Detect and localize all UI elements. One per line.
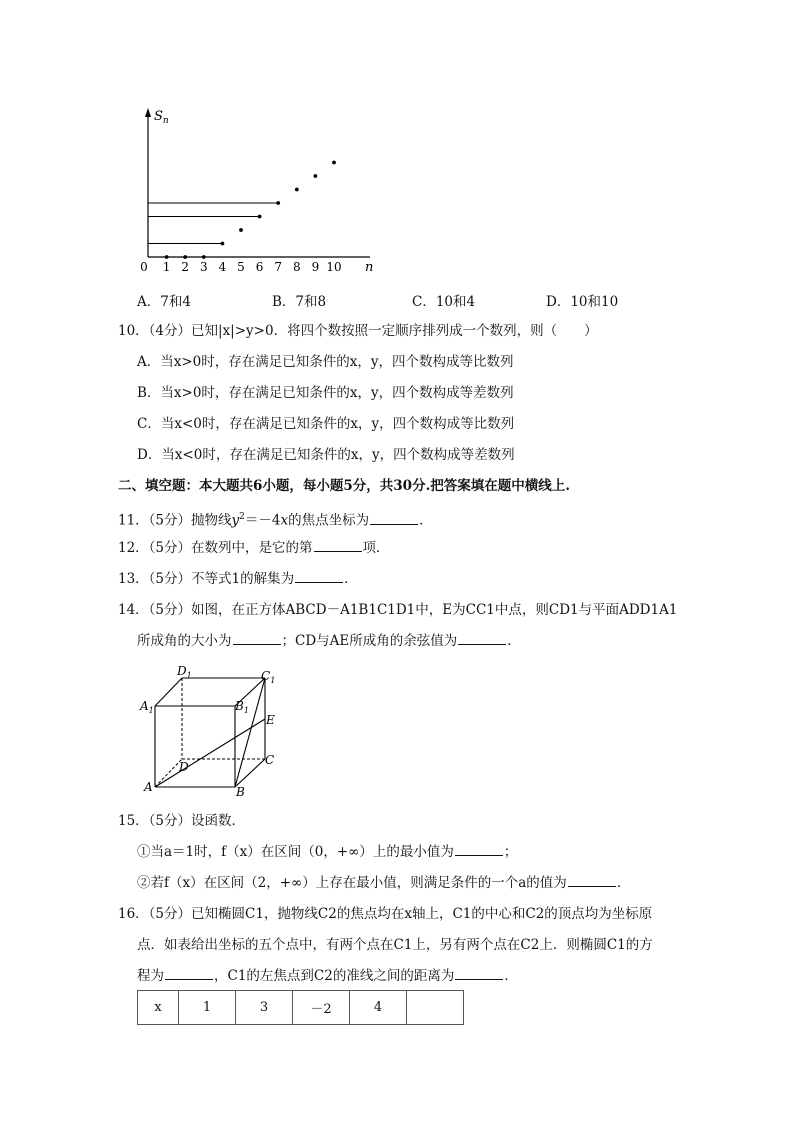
data-point <box>221 242 225 246</box>
svg-text:D1: $D_1$ <box>177 664 192 680</box>
x-tick-label: 8 <box>292 260 301 274</box>
svg-text:B: B <box>236 785 245 797</box>
q13-answer-blank[interactable] <box>295 570 343 583</box>
q16-answer-blank-1[interactable] <box>165 967 213 980</box>
svg-text:C: C <box>265 753 275 767</box>
q9-choice-b[interactable]: B．7和8 <box>272 294 327 310</box>
q15-answer-blank-2[interactable] <box>568 874 616 887</box>
data-point <box>202 255 206 259</box>
table-cell: 4 <box>350 991 407 1025</box>
data-point <box>183 255 187 259</box>
svg-text:C1: $C_1$ <box>261 669 276 685</box>
q16-answer-blank-2[interactable] <box>455 967 503 980</box>
svg-text:B1: $B_1$ <box>235 699 249 715</box>
q11-answer-blank[interactable] <box>370 512 418 525</box>
table-cell: x <box>138 991 179 1025</box>
q10-option-a[interactable]: A．当x>0时，存在满足已知条件的x，y，四个数构成等比数列 <box>137 354 514 370</box>
x-tick-label: 4 <box>218 260 227 274</box>
cube-figure <box>135 662 285 797</box>
x-tick-label: 0 <box>140 260 148 274</box>
q14-answer-blank-1[interactable] <box>233 632 281 645</box>
q15-answer-blank-1[interactable] <box>455 843 503 856</box>
data-point <box>314 174 318 178</box>
svg-text:D: D <box>179 760 189 774</box>
x-tick-label: 3 <box>199 260 208 274</box>
table-cell: 1 <box>179 991 236 1025</box>
data-point <box>332 161 336 165</box>
q13: 13．（5分）不等式1的解集为 ． <box>118 571 358 587</box>
table-cell: 3 <box>236 991 293 1025</box>
q14-line1: 14．（5分）如图，在正方体ABCD－A1B1C1D1中，E为CC1中点，则CD1与平面ADD1A1 <box>118 602 678 618</box>
data-point <box>295 188 299 192</box>
q9-choice-c[interactable]: C．10和4 <box>412 294 476 310</box>
x-tick-label: 6 <box>255 260 264 274</box>
q16-line2: 点．如表给出坐标的五个点中，有两个点在C1上，另有两个点在C2上．则椭圆C1的方 <box>137 937 653 953</box>
q12-answer-blank[interactable] <box>314 539 362 552</box>
section-2-heading: 二、填空题：本大题共6小题，每小题5分，共30分.把答案填在题中横线上. <box>118 478 570 494</box>
q15-part1: ①当a＝1时，f（x）在区间（0，+∞）上的最小值为 ； <box>137 844 518 860</box>
data-point <box>239 228 243 232</box>
x-tick-label: 9 <box>311 260 320 274</box>
q11: 11．（5分）抛物线$y^2=-4x$的焦点坐标为 ． <box>118 512 433 529</box>
x-tick-label: 5 <box>237 260 245 274</box>
x-tick-label: 10 <box>326 260 342 274</box>
q15-part2: ②若f（x）在区间（2，+∞）上存在最小值，则满足条件的一个a的值为 ． <box>137 875 631 891</box>
q10-option-d[interactable]: D．当x<0时，存在满足已知条件的x，y，四个数构成等差数列 <box>137 447 515 463</box>
q16-line1: 16．（5分）已知椭圆C1，抛物线C2的焦点均在x轴上，C1的中心和C2的顶点均为坐标原 <box>118 906 653 922</box>
q10-option-c[interactable]: C．当x<0时，存在满足已知条件的x，y，四个数构成等比数列 <box>137 416 515 432</box>
data-point <box>165 255 169 259</box>
table-row <box>138 991 464 1025</box>
svg-text:A: A <box>144 780 153 794</box>
q14-line2: 所成角的大小为 ；CD与AE所成角的余弦值为 ． <box>137 633 521 649</box>
data-point <box>276 201 280 205</box>
q14-answer-blank-2[interactable] <box>458 632 506 645</box>
q12: 12．（5分）在数列中，是它的第 项． <box>118 540 390 556</box>
q10-option-b[interactable]: B．当x>0时，存在满足已知条件的x，y，四个数构成等差数列 <box>137 385 514 401</box>
sn-scatter-chart <box>130 100 390 280</box>
x-tick-label: 2 <box>181 260 190 274</box>
y-axis-label: $S_n$ <box>154 109 169 126</box>
svg-text:A1: $A_1$ <box>140 699 154 715</box>
q9-choice-a[interactable]: A．7和4 <box>137 294 191 310</box>
q9-choice-d[interactable]: D．10和10 <box>546 294 619 310</box>
x-tick-label: 7 <box>274 260 283 274</box>
x-tick-label: 1 <box>162 260 171 274</box>
svg-text:E: E <box>266 713 275 727</box>
q16-points-table <box>137 990 464 1025</box>
table-cell: －2 <box>293 991 350 1025</box>
q15-stem: 15．（5分）设函数． <box>118 813 246 829</box>
y-axis-arrow <box>145 108 151 117</box>
q10-stem: 10．（4分）已知|x|>y>0．将四个数按照一定顺序排列成一个数列，则（ ） <box>118 323 598 339</box>
data-point <box>258 215 262 219</box>
x-axis-label: n <box>365 260 374 275</box>
table-cell <box>407 991 464 1025</box>
q16-line3: 程为 ，C1的左焦点到C2的准线之间的距离为 ． <box>137 968 518 984</box>
